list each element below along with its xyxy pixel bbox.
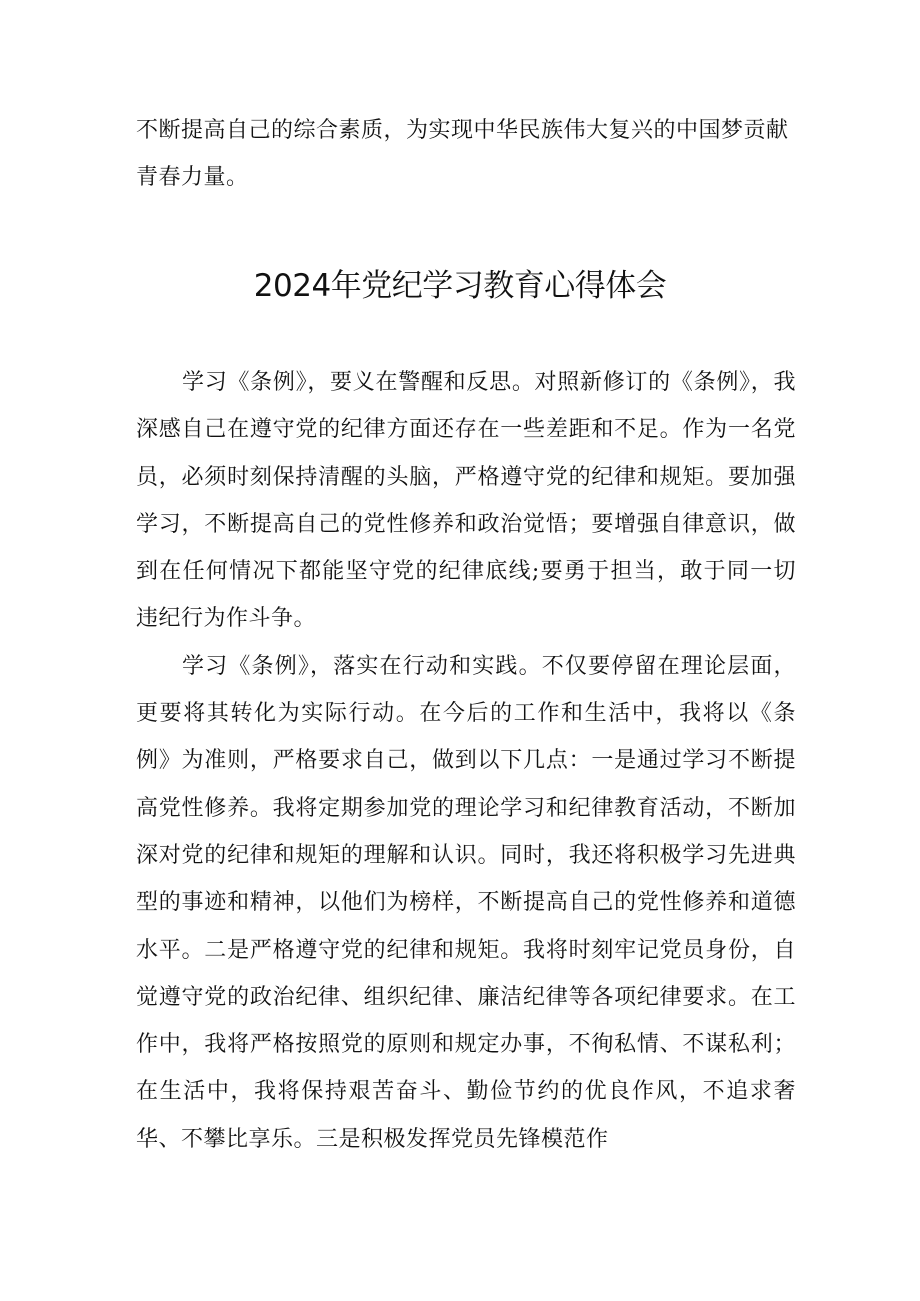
document-title: 2024年党纪学习教育心得体会 (253, 268, 667, 304)
carryover-paragraph: 不断提高自己的综合素质，为实现中华民族伟大复兴的中国梦贡献青春力量。 (136, 118, 789, 190)
body-text (136, 359, 796, 1163)
body-paragraph: 学习《条例》，要义在警醒和反思。对照新修订的《条例》，我深感自己在遵守党的纪律方面还存在一些差距和不足。作为一名党员，必须时刻保持清醒的头脑，严格遵守党的纪律和规矩。要加强学习，不断提高自己的党性修养和政治觉悟；要增强自律意识，做到在任何情况下都能坚守党的纪律底线;要勇于担当，敢于同一切违纪行为作斗争。 (136, 370, 796, 632)
body-paragraph: 学习《条例》，落实在行动和实践。不仅要停留在理论层面，更要将其转化为实际行动。在今后的工作和生活中，我将以《条例》为准则，严格要求自己，做到以下几点：一是通过学习不断提高党性修养。我将定期参加党的理论学习和纪律教育活动，不断加深对党的纪律和规矩的理解和认识。同时，我还将积极学习先进典型的事迹和精神，以他们为榜样，不断提高自己的党性修养和道德水平。二是严格遵守党的纪律和规矩。我将时刻牢记党员身份，自觉遵守党的政治纪律、组织纪律、廉洁纪律等各项纪律要求。在工作中，我将严格按照党的原则和规定办事，不徇私情、不谋私利；在生活中，我将保持艰苦奋斗、勤俭节约的优良作风，不追求奢华、不攀比享乐。三是积极发挥党员先锋模范作 (136, 653, 796, 1152)
